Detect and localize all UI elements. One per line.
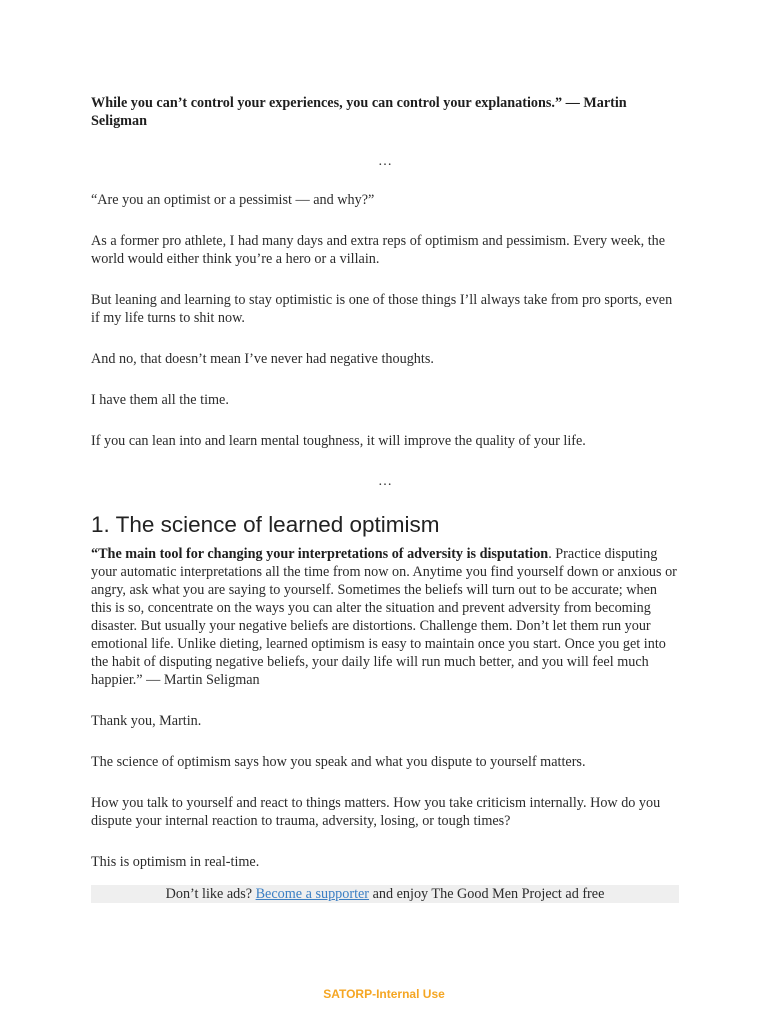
separator: … [378, 154, 392, 169]
paragraph: The science of optimism says how you speak and what you dispute to yourself matters. [91, 754, 586, 770]
article-body [91, 94, 679, 903]
paragraph: I have them all the time. [91, 392, 229, 408]
become-supporter-link[interactable]: Become a supporter [255, 886, 370, 902]
paragraph: As a former pro athlete, I had many days and extra reps of optimism and pessimism. Every week, the world would either think you’re a hero or a villain. [91, 233, 666, 267]
seligman-quote [91, 545, 679, 689]
ad-free-banner [91, 885, 679, 903]
paragraph: How you talk to yourself and react to things matters. How you take criticism internally. How do you dispute your internal reaction to trauma, adversity, losing, or tough times? [91, 795, 661, 829]
paragraph: “Are you an optimist or a pessimist — and why?” [91, 192, 375, 208]
paragraph: And no, that doesn’t mean I’ve never had negative thoughts. [91, 351, 434, 367]
section-heading: 1. The science of learned optimism [91, 512, 440, 537]
quote-rest: . Practice disputing your automatic interpretations all the time from now on. Anytime you find yourself down or anxious or angry, ask what you are saying to yourself. Sometimes the beliefs will turn out to be accurate; when this is so, concentrate on the ways you can alter the situation and prevent adversity from becoming disaster. But usually your negative beliefs are distortions. Challenge them. Don’t let them run your emotional life. Unlike dieting, learned optimism is easy to maintain once you start. Once you get into the habit of disputing negative beliefs, your daily life will run much better, and you will feel much happier.” — Martin Seligman [91, 546, 677, 688]
quote-bold-lead: “The main tool for changing your interpretations of adversity is disputation [91, 546, 549, 562]
paragraph: This is optimism in real-time. [91, 854, 260, 870]
paragraph: If you can lean into and learn mental toughness, it will improve the quality of your life. [91, 433, 586, 449]
paragraph: But leaning and learning to stay optimistic is one of those things I’ll always take from pro sports, even if my life turns to shit now. [91, 292, 673, 326]
ad-suffix: and enjoy The Good Men Project ad free [369, 886, 605, 902]
footer-classification-label: SATORP-Internal Use [323, 987, 445, 1001]
separator: … [378, 474, 392, 489]
top-quote: While you can’t control your experiences, you can control your explanations.” — Martin Seligman [91, 95, 627, 129]
paragraph: Thank you, Martin. [91, 713, 202, 729]
ad-prefix: Don’t like ads? [165, 886, 256, 902]
